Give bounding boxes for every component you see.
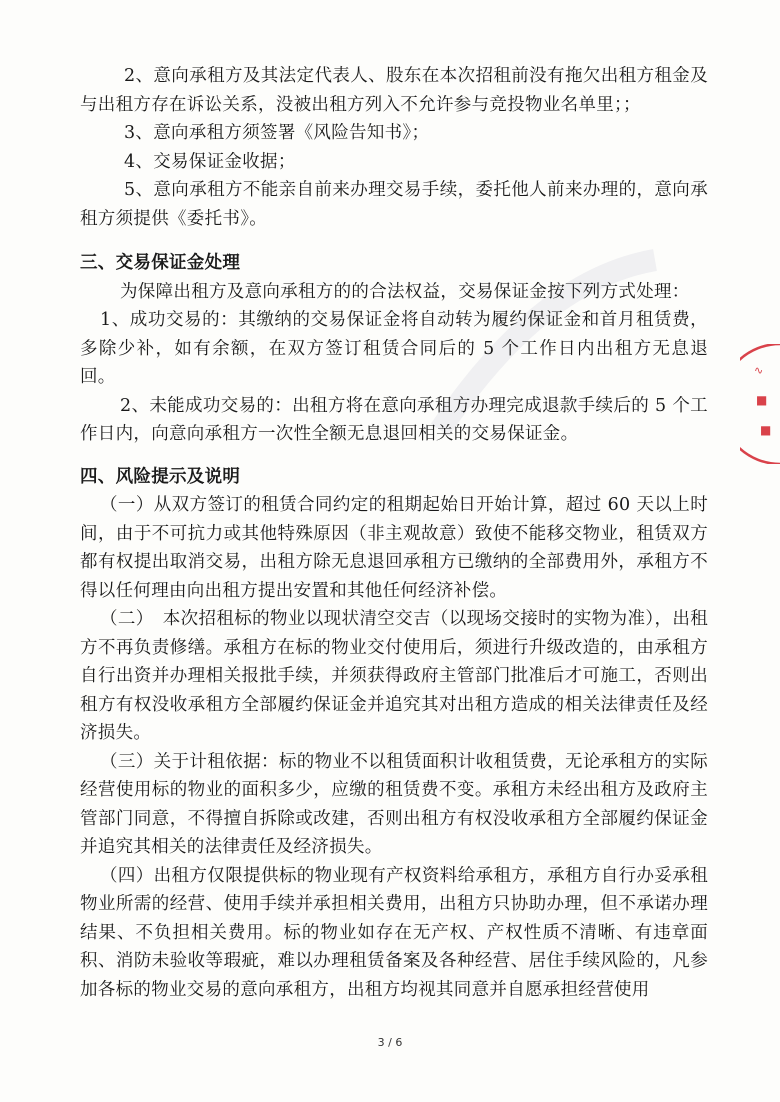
svg-text:∿: ∿ xyxy=(754,364,764,377)
document-body xyxy=(80,62,708,1004)
section-3-intro: 为保障出租方及意向承租方的的合法权益，交易保证金按下列方式处理： xyxy=(120,281,690,302)
section-3-paragraph-2: 2、未能成功交易的：出租方将在意向承租方办理完成退款手续后的 5 个工作日内，向意向承租方一次性全额无息退回相关的交易保证金。 xyxy=(80,395,708,444)
svg-text:■: ■ xyxy=(760,423,772,437)
section-4-heading: 四、风险提示及说明 xyxy=(80,466,241,487)
svg-text:■: ■ xyxy=(756,393,768,407)
item-3: 3、意向承租方须签署《风险告知书》； xyxy=(124,123,430,143)
page-number: 3 / 6 xyxy=(377,1036,403,1049)
section-3-heading: 三、交易保证金处理 xyxy=(80,253,241,273)
section-4-paragraph-3: （三）关于计租依据：标的物业不以租赁面积计收租赁费，无论承租方的实际经营使用标的物业的面积多少，应缴的租赁费不变。承租方未经出租方及政府主管部门同意，不得擅自拆除或改建，否则出租方有权没收承租方全部履约保证金并追究其相关的法律责任及经济损失。 xyxy=(80,751,708,857)
item-4: 4、交易保证金收据； xyxy=(124,151,296,172)
item-2: 2、意向承租方及其法定代表人、股东在本次招租前没有拖欠出租方租金及与出租方存在诉讼关系，没被出租方列入不允许参与竞投物业名单里；； xyxy=(80,66,708,115)
section-4-paragraph-1: （一）从双方签订的租赁合同约定的租期起始日开始计算，超过 60 天以上时间，由于不可抗力或其他特殊原因（非主观故意）致使不能移交物业，租赁双方都有权提出取消交易，出租方除无息退回承租方已缴纳的全部费用外，承租方不得以任何理由向出租方提出安置和其他任何经济补偿。 xyxy=(80,495,708,601)
item-5: 5、意向承租方不能亲自前来办理交易手续，委托他人前来办理的，意向承租方须提供《委托书》。 xyxy=(80,180,708,229)
seal-stamp-icon xyxy=(740,344,780,464)
section-4-paragraph-4: （四）出租方仅限提供标的物业现有产权资料给承租方，承租方自行办妥承租物业所需的经营、使用手续并承担相关费用，出租方只协助办理，但不承诺办理结果、不负担相关费用。标的物业如存在无产权、产权性质不清晰、有违章面积、消防未验收等瑕疵，难以办理租赁备案及各种经营、居住手续风险的，凡参加各标的物业交易的意向承租方，出租方均视其同意并自愿承担经营使用 xyxy=(80,865,708,1000)
section-3-paragraph-1: 1、成功交易的：其缴纳的交易保证金将自动转为履约保证金和首月租赁费，多除少补，如有余额，在双方签订租赁合同后的 5 个工作日内出租方无息退回。 xyxy=(80,310,708,387)
section-4-paragraph-2: （二） 本次招租标的物业以现状清空交吉（以现场交接时的实物为准），出租方不再负责修缮。承租方在标的物业交付使用后，须进行升级改造的，由承租方自行出资并办理相关报批手续，并须获得政府主管部门批准后才可施工，否则出租方有权没收承租方全部履约保证金并追究其对出租方造成的相关法律责任及经济损失。 xyxy=(80,609,708,743)
